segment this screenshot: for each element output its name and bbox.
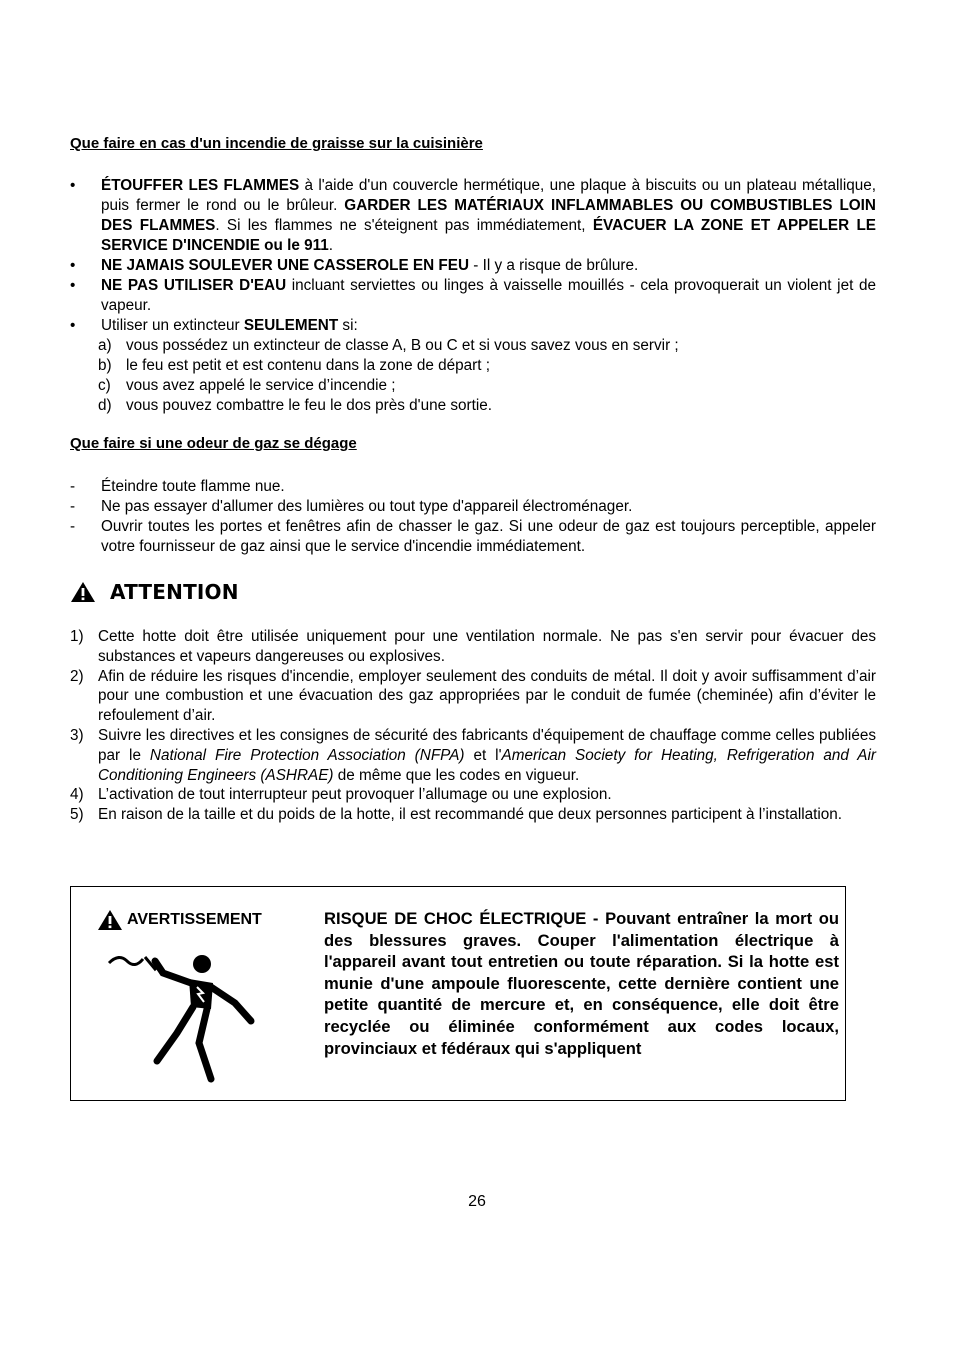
bullet-icon: • — [70, 177, 76, 194]
list-item: • NE JAMAIS SOULEVER UNE CASSEROLE EN FEU - Il y a risque de brûlure. — [70, 257, 639, 274]
list-item: - Éteindre toute flamme nue. — [70, 478, 285, 495]
list-item: - Ne pas essayer d'allumer des lumières ou tout type d'appareil électroménager. — [70, 498, 633, 515]
bullet-icon: • — [70, 317, 76, 334]
extinguisher-conditions — [98, 336, 876, 416]
list-item: 4) L’activation de tout interrupteur peut provoquer l’allumage ou une explosion. — [70, 786, 612, 804]
gas-odor-list — [70, 477, 876, 557]
bullet-icon: • — [70, 257, 76, 274]
list-item: c) vous avez appelé le service d’incendie ; — [98, 377, 396, 394]
warning-triangle-icon — [70, 581, 96, 603]
attention-heading — [70, 580, 239, 604]
list-item: a) vous possédez un extincteur de classe A, B ou C et si vous savez vous en servir ; — [98, 337, 679, 354]
list-item: - Ouvrir toutes les portes et fenêtres afin de chasser le gaz. Si une odeur de gaz est toujours perceptible, appeler votre fournisseur de gaz ainsi que le service d'incendie immédiatement. — [70, 518, 876, 555]
bullet-icon: • — [70, 277, 76, 294]
list-item: 1) Cette hotte doit être utilisée uniquement pour une ventilation normale. Ne pas s'en servir pour évacuer des substances et vapeurs dangereuses ou explosives. — [70, 628, 876, 665]
list-item: • NE PAS UTILISER D'EAU incluant serviettes ou linges à vaisselle mouillés - cela provoquerait un violent jet de vapeur. — [70, 277, 876, 314]
warning-label: AVERTISSEMENT — [97, 909, 262, 931]
warning-triangle-icon — [97, 909, 123, 931]
list-item: 5) En raison de la taille et du poids de la hotte, il est recommandé que deux personnes participent à l’installation. — [70, 806, 843, 824]
dash-icon: - — [70, 498, 76, 515]
grease-fire-heading: Que faire en cas d'un incendie de graisse sur la cuisinière — [70, 135, 483, 152]
dash-icon: - — [70, 518, 76, 535]
gas-odor-heading: Que faire si une odeur de gaz se dégage — [70, 435, 357, 452]
list-item: • Utiliser un extincteur SEULEMENT si: a) vous possédez un extincteur de classe A, B ou C et si vous savez vous en servir ; b) le feu est petit et est contenu dans la zone de départ ; c) vous avez appelé le service d’incendie ; d) vous pouvez combattre le feu le dos près d'une sortie. — [70, 316, 876, 416]
attention-title: ATTENTION — [110, 580, 239, 604]
grease-fire-list — [70, 176, 876, 416]
dash-icon: - — [70, 478, 76, 495]
list-item: b) le feu est petit et est contenu dans la zone de départ ; — [98, 357, 490, 374]
warning-text: RISQUE DE CHOC ÉLECTRIQUE - Pouvant entraîner la mort ou des blessures graves. Couper l'alimentation électrique à l'appareil avant tout entretien ou toute réparation. Si la hotte est munie d'une ampoule fluorescente, cette dernière contient une petite quantité de mercure et, en conséquence, elle doit être recyclée ou éliminée conformément aux codes locaux, provinciaux et fédéraux qui s'appliquent — [324, 909, 839, 1058]
list-item: d) vous pouvez combattre le feu le dos près d'une sortie. — [98, 397, 493, 414]
page-number: 26 — [468, 1193, 486, 1210]
list-item: 3) Suivre les directives et les consignes de sécurité des fabricants d'équipement de chauffage comme celles publiées par le National Fire Protection Association (NFPA) et l'American Society for Heating, Refrigeration and Air Conditioning Engineers (ASHRAE) de même que les codes en vigueur. — [70, 726, 876, 784]
electric-shock-icon — [105, 947, 255, 1087]
warning-box — [70, 886, 846, 1101]
attention-list — [70, 627, 876, 825]
list-item: • ÉTOUFFER LES FLAMMES à l'aide d'un couvercle hermétique, une plaque à biscuits ou un plateau métallique, puis fermer le rond ou le brûleur. GARDER LES MATÉRIAUX INFLAMMABLES OU COMBUSTIBLES LOIN DES FLAMMES. Si les flammes ne s'éteignent pas immédiatement, ÉVACUER LA ZONE ET APPELER LE SERVICE D'INCENDIE ou le 911. — [70, 177, 876, 254]
list-item: 2) Afin de réduire les risques d'incendie, employer seulement des conduits de métal. Il doit y avoir suffisamment d’air pour une combustion et une évacuation des gaz appropriées par le conduit de fumée (cheminée) afin d’éviter le refoulement d’air. — [70, 667, 876, 725]
